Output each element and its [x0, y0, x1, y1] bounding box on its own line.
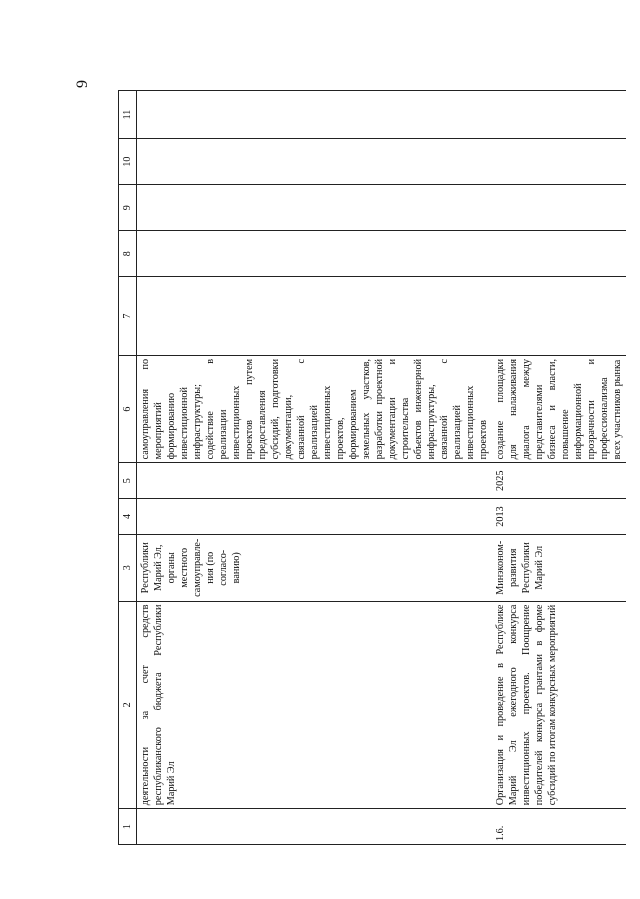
cell-9 [492, 185, 626, 231]
executor-text: Республики Марий Эл, органы местного самоуправле-ния (по согласо-ванию) [137, 534, 493, 601]
rotated-table-sheet [118, 90, 628, 845]
measure-text: Организация и проведение в Республике Марий Эл ежегодного конкурса инвестиционных проектов. Поощрение победителей конкурса грантами в форме субсидий по итогам конкурсных мероприятий [492, 601, 626, 809]
cell-7 [137, 277, 493, 356]
header-cell-3: 3 [119, 534, 137, 601]
result-text: создание площадки для налаживания диалога между представителями бизнеса и власти, повышение информационной прозрачности и профессионализма всех участников рынка [492, 355, 626, 462]
header-cell-1: 1 [119, 809, 137, 845]
header-cell-10: 10 [119, 139, 137, 185]
header-cell-2: 2 [119, 601, 137, 809]
cell-10 [137, 139, 493, 185]
row-number: 1.6. [492, 809, 626, 845]
table-row [492, 91, 626, 845]
cell-11 [492, 91, 626, 139]
measure-text: деятельности за счет средств республиканского бюджета Республики Марий Эл [137, 601, 493, 809]
start-year: 2013 [492, 499, 626, 535]
header-cell-6: 6 [119, 355, 137, 462]
result-text: самоуправления по мероприятий формированию инвестиционной инфраструктуры; содействие в реализации инвестиционных проектов путем предоставления субсидий, подготовки документации, связанной с реализацией инвестиционных проектов, формированием земельных участков, разработки проектной документации и строительства объектов инженерной инфраструктуры, связанной с реализацией инвестиционных проектов [137, 355, 493, 462]
header-cell-4: 4 [119, 499, 137, 535]
header-cell-5: 5 [119, 463, 137, 499]
header-cell-7: 7 [119, 277, 137, 356]
header-cell-11: 11 [119, 91, 137, 139]
table-header-row [119, 91, 137, 845]
page-number: 9 [74, 80, 91, 88]
row-number [137, 809, 493, 845]
executor-text: Минэконом-развития Республики Марий Эл [492, 534, 626, 601]
cell-8 [137, 231, 493, 277]
end-year [137, 463, 493, 499]
measures-table [118, 90, 626, 845]
cell-10 [492, 139, 626, 185]
header-cell-8: 8 [119, 231, 137, 277]
cell-7 [492, 277, 626, 356]
cell-8 [492, 231, 626, 277]
cell-9 [137, 185, 493, 231]
start-year [137, 499, 493, 535]
end-year: 2025 [492, 463, 626, 499]
table-row [137, 91, 493, 845]
header-cell-9: 9 [119, 185, 137, 231]
cell-11 [137, 91, 493, 139]
